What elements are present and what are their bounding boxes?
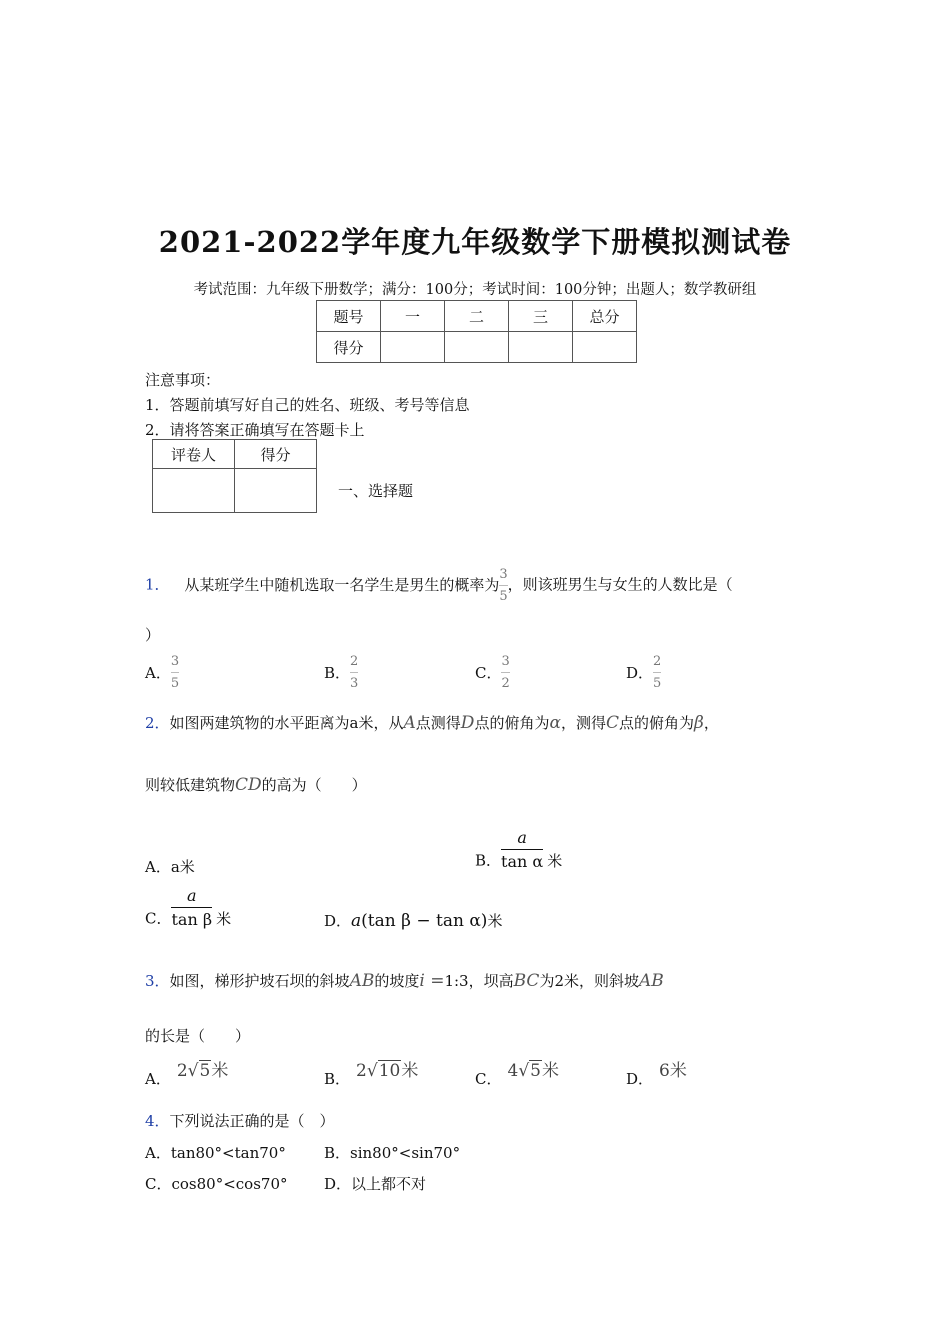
option-unit: 米 — [401, 1061, 419, 1081]
fraction-numerator: 3 — [499, 567, 508, 582]
radicand: 5 — [530, 1061, 541, 1081]
option-c[interactable] — [145, 1173, 288, 1194]
fraction — [501, 828, 543, 871]
option-label: B． — [475, 851, 502, 870]
fraction-numerator: 2 — [350, 654, 359, 669]
option-label: A． — [145, 1070, 171, 1088]
fraction-denominator: 3 — [350, 676, 359, 691]
question-number: 2． — [145, 714, 170, 732]
coefficient: 4 — [507, 1061, 519, 1081]
fraction-denominator: 5 — [499, 589, 508, 604]
option-text: sin80°<sin70° — [350, 1144, 461, 1162]
math-symbol: AB — [349, 971, 375, 991]
option-label: A． — [145, 1144, 171, 1162]
option-unit: 米 — [669, 1061, 687, 1081]
grader-cell[interactable] — [235, 469, 317, 513]
fraction-denominator: 5 — [170, 676, 180, 691]
sqrt-symbol: √ — [518, 1061, 530, 1081]
score-table-row — [317, 332, 637, 363]
notice-heading: 注意事项： — [145, 371, 221, 389]
score-row-label: 得分 — [317, 332, 381, 363]
score-header-cell: 题号 — [317, 301, 381, 332]
coefficient: 6 — [659, 1061, 670, 1081]
option-label: C． — [145, 909, 172, 928]
fraction — [171, 886, 212, 929]
math-symbol: a — [351, 911, 362, 931]
option-a[interactable] — [145, 856, 195, 877]
option-label: A． — [145, 858, 171, 876]
fraction-numerator: 3 — [501, 654, 510, 669]
exam-info: 考试范围：九年级下册数学；满分：100分；考试时间：100分钟；出题人；数学教研组 — [193, 282, 757, 298]
option-label: C． — [475, 1070, 502, 1088]
math-symbol: AB — [638, 971, 664, 991]
question-1 — [145, 566, 733, 605]
math-symbol: i = — [419, 971, 445, 991]
fraction — [350, 653, 358, 692]
question-text: ） — [145, 626, 161, 644]
grader-header-cell: 评卷人 — [153, 440, 235, 469]
option-label: B． — [324, 1070, 351, 1088]
question-number: 3． — [145, 972, 170, 990]
score-header-cell: 三 — [509, 301, 573, 332]
option-label: D． — [324, 1175, 352, 1193]
question-3 — [145, 970, 664, 991]
score-header-cell: 二 — [445, 301, 509, 332]
question-text: 点的俯角为 — [618, 714, 694, 732]
fraction — [501, 653, 509, 692]
question-text: 如图，梯形护坡石坝的斜坡 — [169, 972, 350, 990]
score-cell[interactable] — [509, 332, 573, 363]
fraction-denominator: 2 — [501, 676, 510, 691]
math-symbol: C — [605, 713, 619, 733]
sqrt-symbol: √ — [366, 1061, 378, 1081]
score-cell[interactable] — [381, 332, 445, 363]
radicand: 5 — [199, 1061, 211, 1081]
score-cell[interactable] — [445, 332, 509, 363]
radicand: 10 — [378, 1061, 401, 1081]
question-text-line2 — [145, 774, 367, 795]
coefficient: 2 — [176, 1061, 188, 1081]
page-title: 2021-2022学年度九年级数学下册模拟测试卷 — [158, 225, 792, 259]
option-a[interactable] — [145, 653, 179, 692]
option-text: 以上都不对 — [351, 1175, 427, 1193]
option-unit: 米 — [216, 909, 232, 928]
math-symbol: α — [549, 713, 561, 733]
option-unit: 米 — [541, 1061, 559, 1081]
fraction-denominator: 5 — [653, 676, 662, 691]
score-cell[interactable] — [573, 332, 637, 363]
question-text: 如图两建筑物的水平距离为a米，从 — [169, 714, 404, 732]
grader-row — [153, 469, 317, 513]
question-text: 为2米，则斜坡 — [539, 972, 639, 990]
question-text: 1:3，坝高 — [444, 972, 514, 990]
math-symbol: D — [460, 713, 475, 733]
grader-header-row — [153, 440, 317, 469]
option-text: cos80°<cos70° — [171, 1175, 288, 1193]
option-label: D． — [324, 912, 352, 930]
fraction-numerator: a — [187, 886, 197, 905]
option-b[interactable] — [324, 1056, 418, 1089]
sqrt-symbol: √ — [187, 1061, 199, 1081]
option-d[interactable] — [324, 1173, 426, 1194]
fraction-numerator: a — [517, 828, 527, 847]
score-table — [316, 300, 637, 363]
fraction-denominator: tan α — [501, 852, 544, 871]
coefficient: 2 — [356, 1061, 367, 1081]
fraction — [171, 653, 179, 692]
question-text: 则较低建筑物 — [145, 776, 236, 794]
option-b[interactable] — [324, 1142, 460, 1163]
option-unit: 米 — [211, 1061, 229, 1081]
option-d[interactable] — [626, 653, 661, 692]
option-label: A． — [145, 664, 171, 682]
fraction-bar — [653, 672, 661, 673]
option-c[interactable] — [145, 886, 231, 929]
fraction — [499, 566, 507, 605]
fraction-denominator: tan β — [171, 910, 213, 929]
question-text: ， — [703, 714, 719, 732]
option-unit: 米 — [487, 912, 503, 930]
option-b[interactable] — [475, 828, 562, 871]
question-text: 的高为（ ） — [261, 776, 367, 794]
math-symbol: A — [403, 713, 416, 733]
question-text: 下列说法正确的是（ ） — [169, 1112, 335, 1130]
question-number: 1． — [145, 575, 170, 594]
math-symbol: BC — [513, 971, 540, 991]
option-unit: 米 — [547, 851, 563, 870]
fraction-bar — [350, 672, 358, 673]
math-symbol: CD — [235, 775, 262, 795]
question-text-line2: 的长是（ ） — [145, 1027, 251, 1045]
math-symbol: β — [693, 713, 704, 733]
option-c[interactable] — [475, 653, 510, 692]
option-b[interactable] — [324, 653, 358, 692]
fraction-numerator: 2 — [653, 654, 662, 669]
option-label: C． — [475, 664, 502, 682]
option-label: C． — [145, 1175, 172, 1193]
notice-item: 2．请将答案正确填写在答题卡上 — [145, 421, 365, 439]
question-text: 点的俯角为 — [474, 714, 550, 732]
score-header-cell: 总分 — [573, 301, 637, 332]
question-text: ，测得 — [560, 714, 606, 732]
option-d[interactable] — [324, 910, 502, 931]
grader-table — [152, 439, 317, 513]
option-text: a米 — [170, 858, 195, 876]
option-text: tan80°<tan70° — [170, 1144, 286, 1162]
fraction-bar — [499, 585, 507, 586]
grader-cell[interactable] — [153, 469, 235, 513]
question-4 — [145, 1110, 335, 1131]
option-c[interactable] — [475, 1056, 559, 1089]
score-table-header-row — [317, 301, 637, 332]
score-header-cell: 一 — [381, 301, 445, 332]
option-label: B． — [324, 664, 351, 682]
question-text: 的坡度 — [374, 972, 420, 990]
question-text: 从某班学生中随机选取一名学生是男生的概率为 — [184, 575, 500, 594]
option-d[interactable] — [626, 1056, 687, 1089]
fraction-bar — [501, 672, 509, 673]
option-a[interactable] — [145, 1056, 228, 1089]
fraction — [653, 653, 661, 692]
option-label: D． — [626, 1070, 654, 1088]
option-label: D． — [626, 664, 654, 682]
math-expression: (tan β − tan α) — [361, 911, 488, 931]
question-number: 4． — [145, 1112, 170, 1130]
question-2 — [145, 712, 719, 733]
grader-header-cell: 得分 — [235, 440, 317, 469]
fraction-numerator: 3 — [170, 654, 180, 669]
notice-item: 1．答题前填写好自己的姓名、班级、考号等信息 — [145, 396, 470, 414]
question-text: ，则该班男生与女生的人数比是（ — [507, 575, 733, 594]
option-a[interactable] — [145, 1142, 286, 1163]
section-title: 一、选择题 — [338, 482, 414, 500]
question-text: 点测得 — [415, 714, 461, 732]
fraction-bar — [171, 672, 179, 673]
option-label: B． — [324, 1144, 351, 1162]
